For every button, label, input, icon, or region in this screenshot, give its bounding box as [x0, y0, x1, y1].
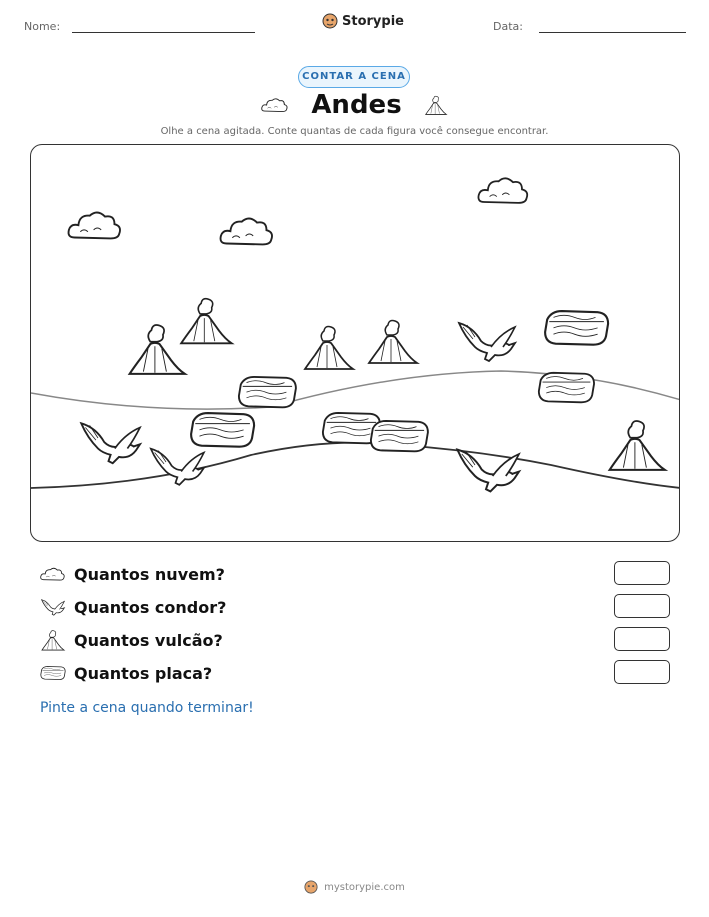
plate-icon	[371, 421, 428, 451]
answer-box-volcano[interactable]	[614, 627, 670, 651]
cloud-icon	[69, 213, 121, 239]
plate-icon	[539, 373, 594, 402]
plate-icon	[239, 377, 296, 407]
brand-name: Storypie	[342, 13, 404, 29]
question-row-plate	[40, 660, 670, 686]
page-title: Andes	[311, 90, 402, 120]
counting-scene	[30, 144, 680, 542]
answer-box-plate[interactable]	[614, 660, 670, 684]
volcano-icon	[130, 325, 185, 374]
footer-url[interactable]: mystorypie.com	[324, 881, 405, 893]
question-text: Quantos condor?	[74, 597, 227, 617]
cloud-icon	[261, 96, 289, 114]
cloud-icon	[40, 563, 66, 585]
volcano-icon	[305, 327, 353, 370]
answer-box-cloud[interactable]	[614, 561, 670, 585]
storypie-mascot-icon	[304, 880, 318, 894]
condor-icon	[459, 323, 515, 361]
condor-icon	[457, 450, 519, 492]
condor-icon	[40, 596, 66, 618]
volcano-icon	[369, 321, 417, 364]
cloud-icon	[478, 178, 527, 203]
activity-badge: CONTAR A CENA	[298, 66, 410, 88]
storypie-mascot-icon	[322, 13, 338, 29]
condor-icon	[81, 423, 140, 463]
cloud-icon	[221, 219, 273, 245]
question-text: Quantos placa?	[74, 663, 213, 683]
volcano-icon	[610, 421, 665, 470]
plate-icon	[191, 413, 254, 447]
title-row	[0, 90, 709, 120]
volcano-icon	[424, 92, 448, 118]
plate-icon	[545, 311, 608, 345]
name-label: Nome:	[24, 20, 61, 33]
volcano-icon	[40, 629, 66, 651]
instructions: Olhe a cena agitada. Conte quantas de cada figura você consegue encontrar.	[160, 126, 549, 137]
answer-box-condor[interactable]	[614, 594, 670, 618]
question-row-condor	[40, 594, 670, 620]
brand-logo	[322, 13, 404, 29]
question-text: Quantos vulcão?	[74, 630, 223, 650]
date-label: Data:	[493, 20, 523, 33]
question-row-cloud	[40, 561, 670, 587]
plate-icon	[40, 662, 66, 684]
question-row-volcano	[40, 627, 670, 653]
volcano-icon	[181, 299, 231, 344]
condor-icon	[151, 449, 204, 485]
question-text: Quantos nuvem?	[74, 564, 225, 584]
footer	[0, 880, 709, 894]
coloring-note: Pinte a cena quando terminar!	[40, 700, 254, 716]
name-field[interactable]	[72, 32, 255, 33]
date-field[interactable]	[539, 32, 686, 33]
